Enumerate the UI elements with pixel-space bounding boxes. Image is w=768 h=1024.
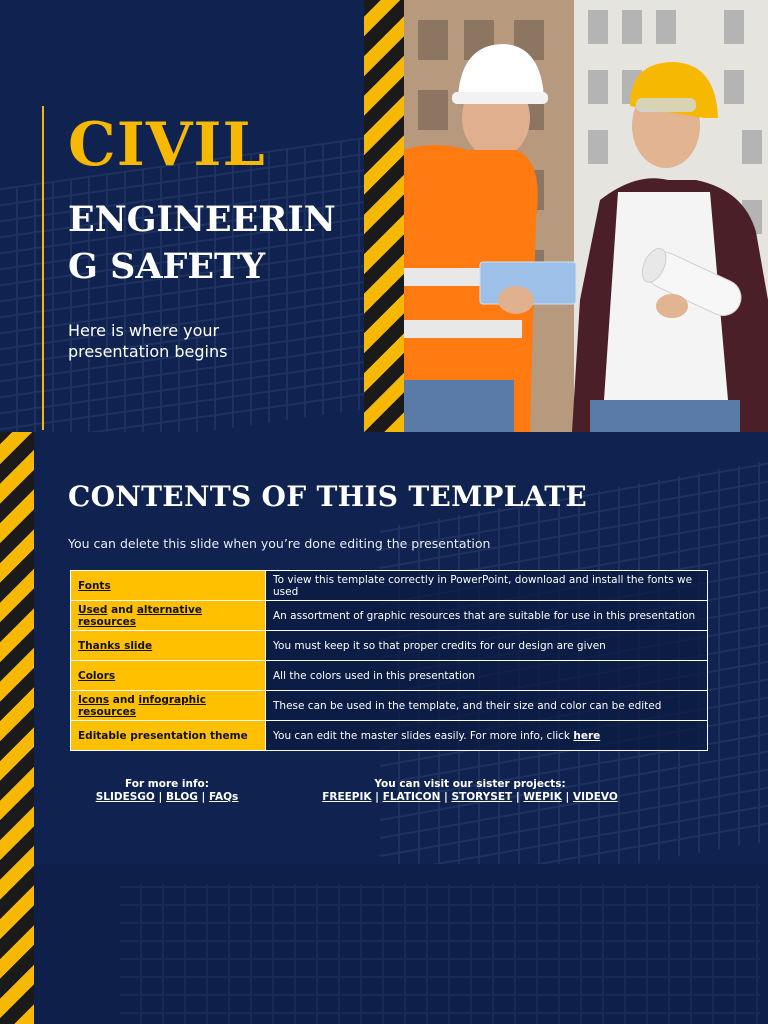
sister-projects-block — [300, 778, 640, 804]
flaticon-link[interactable]: FLATICON — [382, 791, 441, 803]
fonts-link[interactable]: Fonts — [78, 579, 111, 592]
row-key — [71, 601, 266, 631]
table-row — [71, 601, 708, 631]
infographic-resources-link[interactable]: infographic resources — [78, 693, 206, 718]
row-key — [71, 571, 266, 601]
row-value: An assortment of graphic resources that are suitable for use in this presentation — [266, 601, 708, 631]
row-key — [71, 631, 266, 661]
contents-table — [70, 570, 708, 751]
title-civil: CIVIL — [68, 110, 266, 180]
engineers-photo — [404, 0, 768, 432]
used-link[interactable]: Used — [78, 603, 108, 616]
table-row — [71, 661, 708, 691]
freepik-link[interactable]: FREEPIK — [322, 791, 372, 803]
faqs-link[interactable]: FAQs — [209, 791, 239, 803]
background-building-pattern — [120, 884, 760, 1024]
contents-title: CONTENTS OF THIS TEMPLATE — [68, 480, 588, 513]
title-slide — [0, 0, 768, 432]
row-value: All the colors used in this presentation — [266, 661, 708, 691]
more-info-label: For more info: — [125, 778, 209, 790]
row-value: You must keep it so that proper credits for our design are given — [266, 631, 708, 661]
row-key — [71, 691, 266, 721]
next-slide-partial — [0, 864, 768, 1024]
engineers-illustration — [404, 0, 768, 432]
storyset-link[interactable]: STORYSET — [451, 791, 513, 803]
row-value: These can be used in the template, and their size and color can be edited — [266, 691, 708, 721]
row-key: Editable presentation theme — [71, 721, 266, 751]
row-key — [71, 661, 266, 691]
slidesgo-link[interactable]: SLIDESGO — [95, 791, 155, 803]
accent-vertical-line — [42, 106, 44, 430]
table-row — [71, 721, 708, 751]
contents-subtitle: You can delete this slide when you’re done editing the presentation — [68, 536, 491, 551]
table-row — [71, 691, 708, 721]
hazard-stripe-left — [0, 432, 34, 1024]
videvo-link[interactable]: VIDEVO — [573, 791, 618, 803]
wepik-link[interactable]: WEPIK — [523, 791, 562, 803]
colors-link[interactable]: Colors — [78, 669, 116, 682]
title-engineering-safety: ENGINEERING SAFETY — [68, 199, 336, 287]
more-info-links: SLIDESGO | BLOG | FAQs — [95, 791, 239, 803]
row-value — [266, 721, 708, 751]
icons-link[interactable]: Icons — [78, 693, 110, 706]
here-link[interactable]: here — [573, 729, 601, 742]
more-info-block — [82, 778, 252, 804]
sister-projects-label: You can visit our sister projects: — [374, 778, 566, 790]
title-subtitle: Here is where your presentation begins — [68, 321, 228, 361]
row-value-text: You can edit the master slides easily. For more info, click — [273, 729, 574, 742]
and-text: and — [109, 693, 139, 706]
blog-link[interactable]: BLOG — [166, 791, 198, 803]
table-row — [71, 571, 708, 601]
thanks-slide-link[interactable]: Thanks slide — [78, 639, 153, 652]
contents-slide — [0, 432, 768, 864]
row-value: To view this template correctly in PowerPoint, download and install the fonts we used — [266, 571, 708, 601]
table-row — [71, 631, 708, 661]
and-text: and — [107, 603, 137, 616]
hazard-stripe-vertical — [364, 0, 404, 432]
sister-projects-links: FREEPIK | FLATICON | STORYSET | WEPIK | VIDEVO — [322, 791, 618, 803]
alternative-resources-link[interactable]: alternative resources — [78, 603, 202, 628]
